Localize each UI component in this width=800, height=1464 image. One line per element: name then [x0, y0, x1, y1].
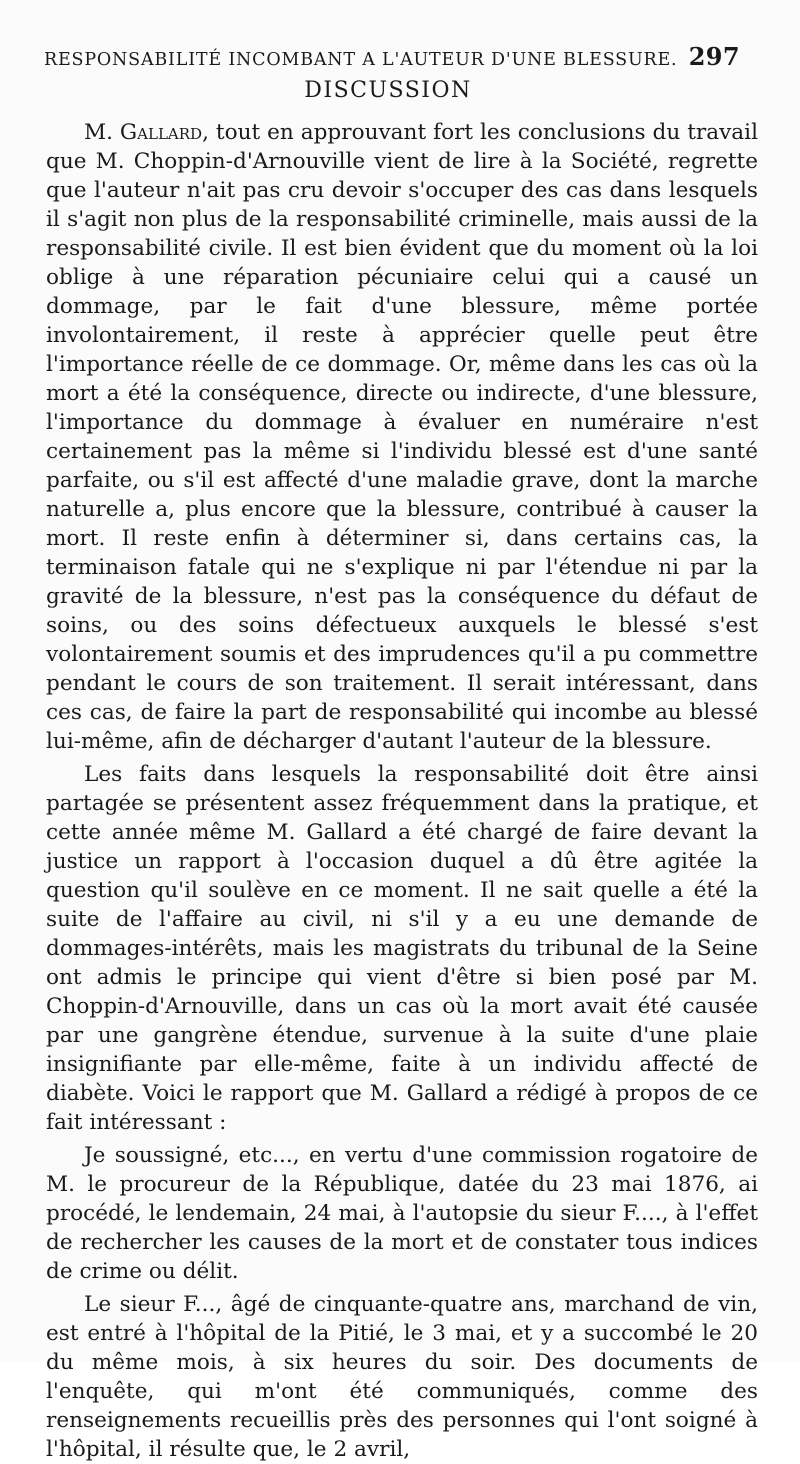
- paragraph-1-text: , tout en approuvant fort les conclusions du travail que M. Choppin-d'Arnouville vient de lire à la Société, regrette que l'auteur n'ait pas cru devoir s'occuper des cas dans lesquels il s'agit non plus de la responsabilité criminelle, mais aussi de la responsabilité civile. Il est bien évident que du moment où la loi oblige à une réparation pécuniaire celui qui a causé un dommage, par le fait d'une blessure, même portée involontairement, il reste à apprécier quelle peut être l'importance réelle de ce dommage. Or, même dans les cas où la mort a été la conséquence, directe ou indirecte, d'une blessure, l'importance du dommage à évaluer en numéraire n'est certainement pas la même si l'individu blessé est d'une santé parfaite, ou s'il est affecté d'une maladie grave, dont la marche naturelle a, plus encore que la blessure, contribué à causer la mort. Il reste enfin à déterminer si, dans certains cas, la terminaison fatale qui ne s'explique ni par l'étendue ni par la gravité de la blessure, n'est pas la conséquence du défaut de soins, ou des soins défectueux auxquels le blessé s'est volontairement soumis et des imprudences qu'il a pu commettre pendant le cours de son traitement. Il serait intéressant, dans ces cas, de faire la part de responsabilité qui incombe au blessé lui-même, afin de décharger d'autant l'auteur de la blessure.: [46, 120, 758, 754]
- page-number: 297: [688, 42, 740, 71]
- speaker-name: M. Gallard: [84, 120, 203, 145]
- body-text: [46, 118, 758, 1464]
- section-title: DISCUSSION: [304, 78, 472, 103]
- paragraph-2: Les faits dans lesquels la responsabilité doit être ainsi partagée se présentent assez fréquemment dans la pratique, et cette année même M. Gallard a été chargé de faire devant la justice un rapport à l'occasion duquel a dû être agitée la question qu'il soulève en ce moment. Il ne sait quelle a été la suite de l'affaire au civil, ni s'il y a eu une demande de dommages-intérêts, mais les magistrats du tribunal de la Seine ont admis le principe qui vient d'être si bien posé par M. Choppin-d'Arnouville, dans un cas où la mort avait été causée par une gangrène étendue, survenue à la suite d'une plaie insignifiante par elle-même, faite à un individu affecté de diabète. Voici le rapport que M. Gallard a rédigé à propos de ce fait intéressant :: [46, 762, 758, 1135]
- paragraph-3: Je soussigné, etc..., en vertu d'une commission rogatoire de M. le procureur de la République, datée du 23 mai 1876, ai procédé, le lendemain, 24 mai, à l'autopsie du sieur F...., à l'effet de rechercher les causes de la mort et de constater tous indices de crime ou délit.: [46, 1143, 758, 1284]
- paragraph-1: [46, 118, 758, 756]
- paragraph-4: Le sieur F..., âgé de cinquante-quatre ans, marchand de vin, est entré à l'hôpital de la Pitié, le 3 mai, et y a succombé le 20 du même mois, à six heures du soir. Des documents de l'enquête, qui m'ont été communiqués, comme des renseignements recueillis près des personnes qui l'ont soigné à l'hôpital, il résulte que, le 2 avril,: [46, 1292, 758, 1462]
- running-title: RESPONSABILITÉ INCOMBANT A L'AUTEUR D'UNE BLESSURE.: [44, 50, 678, 70]
- page-header: [44, 42, 740, 71]
